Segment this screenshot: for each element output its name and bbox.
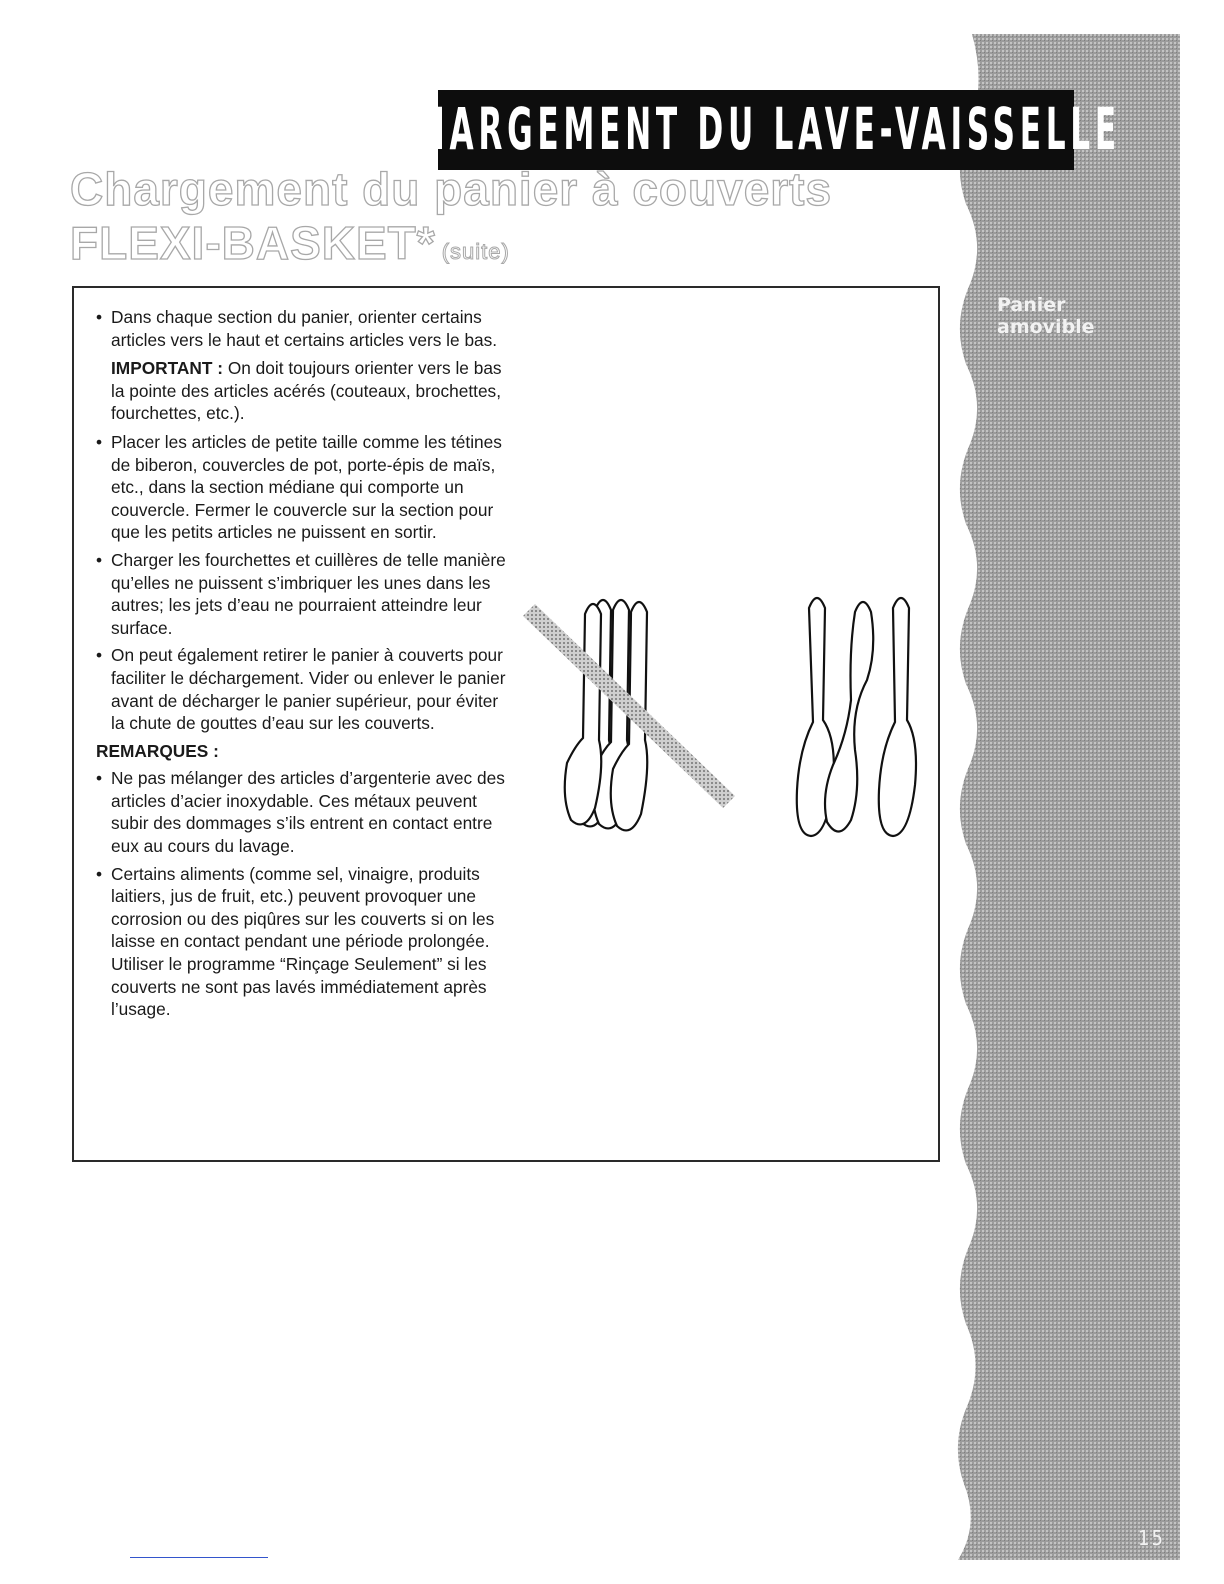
important-label: IMPORTANT : (111, 358, 223, 379)
title-line-2 (70, 216, 832, 279)
list-item (96, 431, 506, 544)
list-item-text: Certains aliments (comme sel, vinaigre, produits laitiers, jus de fruit, etc.) peuvent provoquer une corrosion ou des piqûres sur les couverts si on les laisse en contact pendant une période prolongée. Utiliser le programme “Rinçage Seulement” si les couverts ne sont pas lavés immédiatement après l’usage. (111, 863, 495, 1020)
spoon-icon (879, 598, 916, 836)
list-item-text: Dans chaque section du panier, orienter certains articles vers le haut et certains articles vers le bas. (111, 307, 498, 350)
spoons-illustration (515, 590, 935, 850)
side-tab-label: Panier amovible (997, 294, 1095, 338)
list-item (96, 863, 506, 1021)
title-brand: FLEXI-BASKET* (70, 217, 436, 269)
section-banner (391, 90, 1121, 170)
bullet-icon: • (96, 431, 103, 452)
list-item (96, 549, 506, 639)
bullet-icon: • (96, 768, 103, 789)
side-tab (958, 34, 1180, 1560)
banner-title: CHARGEMENT DU LAVE-VAISSELLE (391, 96, 1121, 164)
list-item-text: Ne pas mélanger des articles d’argenterie avec des articles d’acier inoxydable. Ces métaux peuvent subir des dommages s’ils entrent en contact entre eux au cours du lavage. (111, 768, 505, 857)
important-text: On doit toujours orienter vers le bas la pointe des articles acérés (couteaux, brochettes, fourchettes, etc.). (111, 358, 502, 424)
list-item (96, 306, 506, 351)
remarques-heading: REMARQUES : (96, 740, 219, 761)
list-item-text: Charger les fourchettes et cuillères de telle manière qu’elles ne puissent s’imbriquer les unes dans les autres; les jets d’eau ne pourraient atteindre leur surface. (111, 549, 506, 638)
list-item-text: On peut également retirer le panier à couverts pour faciliter le déchargement. Vider ou enlever le panier avant de décharger le panier supérieur, pour éviter la chute de gouttes d’eau sur les couverts. (111, 645, 506, 734)
footer-rule (130, 1557, 268, 1558)
list-item (96, 767, 506, 857)
side-tab-shape (958, 34, 1180, 1560)
bullet-icon: • (96, 549, 103, 570)
title-suite: (suite) (441, 239, 510, 264)
page-title (70, 162, 832, 279)
title-line-1: Chargement du panier à couverts (70, 163, 833, 215)
instructions-column (96, 306, 506, 1026)
separated-spoons (797, 598, 916, 836)
bullet-icon: • (96, 863, 103, 884)
spoon-icon (825, 602, 873, 832)
bullet-icon: • (96, 307, 103, 327)
page-number: 15 (1138, 1526, 1165, 1550)
bullet-icon: • (96, 645, 103, 666)
list-item (96, 644, 506, 734)
spoon-icon (565, 604, 602, 824)
important-note (96, 357, 506, 425)
list-item-text: Placer les articles de petite taille comme les tétines de biberon, couvercles de pot, porte-épis de maïs, etc., dans la section médiane qui comporte un couvercle. Fermer le couvercle sur la section pour que les petits articles ne puissent en sortir. (111, 431, 502, 543)
